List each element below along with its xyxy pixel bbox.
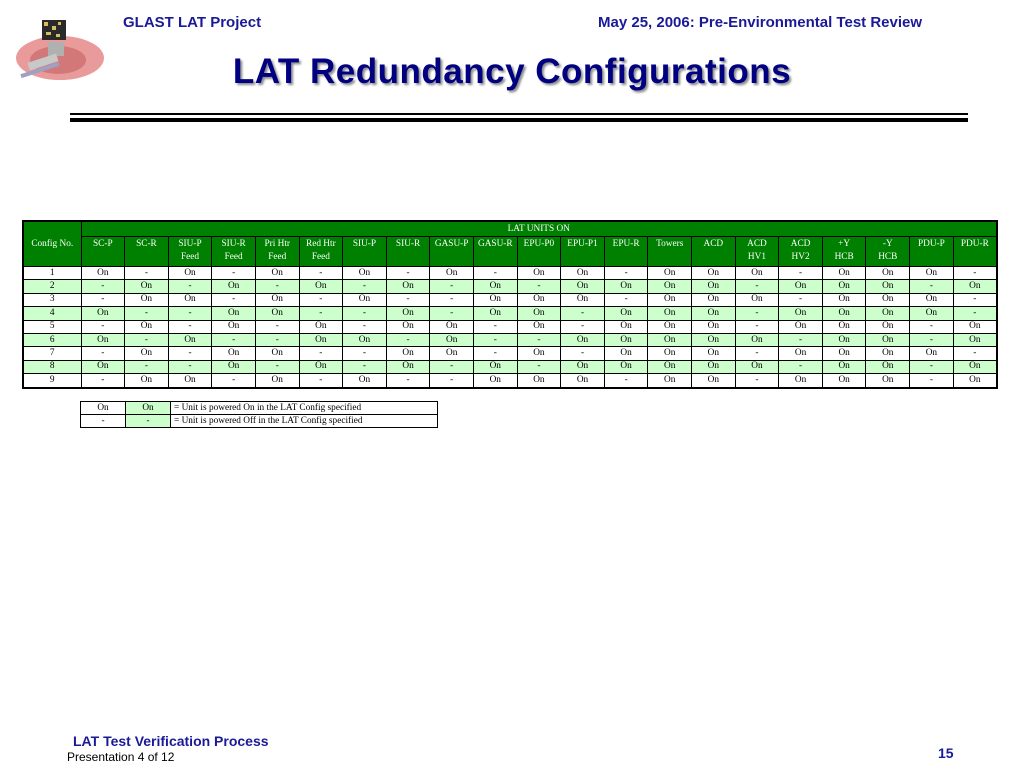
column-header-line1: ACD — [703, 239, 724, 249]
column-header — [343, 237, 387, 267]
unit-state-cell: - — [125, 267, 169, 280]
column-header-line2: Feed — [224, 252, 243, 262]
column-header-line1: SIU-R — [221, 239, 246, 249]
column-header-line1: Pri Htr — [264, 239, 291, 249]
config-number-cell: 4 — [23, 307, 81, 320]
unit-state-cell: - — [299, 307, 343, 320]
unit-state-cell: On — [648, 280, 692, 293]
unit-state-cell: On — [692, 374, 736, 388]
unit-state-cell: - — [953, 267, 997, 280]
unit-state-cell: On — [430, 333, 474, 346]
unit-state-cell: On — [648, 347, 692, 360]
unit-state-cell: - — [473, 320, 517, 333]
unit-state-cell: On — [822, 333, 866, 346]
column-header-line1: SIU-P — [352, 239, 377, 249]
legend-cell: On — [126, 402, 171, 415]
config-number-cell: 1 — [23, 267, 81, 280]
column-header-line1: EPU-P1 — [567, 239, 598, 249]
unit-state-cell: - — [910, 360, 954, 373]
unit-state-cell: On — [168, 267, 212, 280]
column-header — [386, 237, 430, 267]
column-header — [561, 237, 605, 267]
unit-state-cell: On — [299, 320, 343, 333]
unit-state-cell: - — [255, 280, 299, 293]
column-header-line2: HV1 — [747, 252, 766, 262]
column-header-line2: HCB — [878, 252, 898, 262]
legend-cell: - — [81, 415, 126, 428]
unit-state-cell: - — [343, 307, 387, 320]
unit-state-cell: On — [517, 307, 561, 320]
unit-state-cell: - — [430, 360, 474, 373]
unit-state-cell: On — [648, 360, 692, 373]
unit-state-cell: On — [779, 307, 823, 320]
legend-cell: - — [126, 415, 171, 428]
unit-state-cell: On — [299, 360, 343, 373]
table-row — [23, 320, 997, 333]
table-row — [23, 307, 997, 320]
unit-state-cell: On — [125, 320, 169, 333]
table-row — [23, 347, 997, 360]
unit-state-cell: On — [430, 267, 474, 280]
column-header-line1: PDU-P — [917, 239, 945, 249]
unit-state-cell: On — [299, 333, 343, 346]
unit-state-cell: On — [473, 360, 517, 373]
unit-state-cell: - — [168, 347, 212, 360]
unit-state-cell: On — [692, 360, 736, 373]
legend-row — [81, 402, 438, 415]
unit-state-cell: On — [735, 333, 779, 346]
unit-state-cell: - — [517, 360, 561, 373]
unit-state-cell: On — [822, 360, 866, 373]
column-header — [168, 237, 212, 267]
config-number-cell: 3 — [23, 293, 81, 306]
column-header — [910, 237, 954, 267]
footer-title: LAT Test Verification Process — [73, 733, 269, 749]
page-title: LAT Redundancy Configurations — [232, 52, 792, 91]
unit-state-cell: On — [822, 293, 866, 306]
unit-state-cell: - — [953, 307, 997, 320]
column-header-line2: Feed — [180, 252, 200, 262]
unit-state-cell: On — [81, 267, 125, 280]
unit-state-cell: - — [299, 293, 343, 306]
config-number-cell: 8 — [23, 360, 81, 373]
unit-state-cell: On — [953, 280, 997, 293]
column-header-line1: GASU-R — [477, 239, 513, 249]
unit-state-cell: On — [822, 320, 866, 333]
unit-state-cell: - — [735, 280, 779, 293]
unit-state-cell: - — [81, 293, 125, 306]
unit-state-cell: On — [561, 360, 605, 373]
column-header — [212, 237, 256, 267]
unit-state-cell: On — [604, 307, 648, 320]
unit-state-cell: On — [648, 374, 692, 388]
column-header — [692, 237, 736, 267]
unit-state-cell: On — [517, 347, 561, 360]
unit-state-cell: On — [255, 267, 299, 280]
unit-state-cell: - — [81, 280, 125, 293]
unit-state-cell: - — [386, 333, 430, 346]
table-row — [23, 293, 997, 306]
unit-state-cell: - — [735, 320, 779, 333]
unit-state-cell: On — [953, 374, 997, 388]
unit-state-cell: On — [386, 360, 430, 373]
unit-state-cell: - — [343, 320, 387, 333]
column-header — [299, 237, 343, 267]
column-header-line1: PDU-R — [960, 239, 989, 249]
unit-state-cell: On — [561, 267, 605, 280]
column-header-line1: SC-R — [136, 239, 157, 249]
unit-state-cell: On — [125, 280, 169, 293]
config-number-cell: 2 — [23, 280, 81, 293]
unit-state-cell: - — [561, 307, 605, 320]
title-rule-thick — [70, 118, 968, 122]
column-header-line1: EPU-P0 — [523, 239, 555, 249]
unit-state-cell: On — [168, 333, 212, 346]
unit-state-cell: - — [910, 280, 954, 293]
unit-state-cell: - — [168, 360, 212, 373]
unit-state-cell: On — [430, 347, 474, 360]
unit-state-cell: On — [81, 307, 125, 320]
unit-state-cell: On — [212, 360, 256, 373]
column-header-line1: -Y — [882, 239, 893, 249]
unit-state-cell: On — [81, 360, 125, 373]
unit-state-cell: - — [343, 280, 387, 293]
unit-state-cell: On — [168, 374, 212, 388]
unit-state-cell: On — [910, 307, 954, 320]
unit-state-cell: - — [125, 307, 169, 320]
unit-state-cell: On — [692, 347, 736, 360]
unit-state-cell: On — [212, 307, 256, 320]
unit-state-cell: - — [81, 320, 125, 333]
config-number-cell: 7 — [23, 347, 81, 360]
column-header-line2: HCB — [834, 252, 854, 262]
unit-state-cell: On — [866, 293, 910, 306]
unit-state-cell: - — [953, 347, 997, 360]
unit-state-cell: On — [648, 267, 692, 280]
unit-state-cell: On — [779, 320, 823, 333]
unit-state-cell: - — [212, 293, 256, 306]
unit-state-cell: On — [517, 320, 561, 333]
redundancy-config-table — [22, 220, 998, 389]
column-header-line2: Feed — [268, 252, 287, 262]
unit-state-cell: - — [386, 374, 430, 388]
unit-state-cell: - — [299, 267, 343, 280]
unit-state-cell: - — [81, 347, 125, 360]
unit-state-cell: - — [517, 333, 561, 346]
unit-state-cell: On — [343, 293, 387, 306]
column-header — [81, 237, 125, 267]
unit-state-cell: - — [168, 307, 212, 320]
page-number: 15 — [938, 745, 954, 761]
unit-state-cell: On — [386, 307, 430, 320]
legend-row — [81, 415, 438, 428]
unit-state-cell: On — [692, 280, 736, 293]
unit-state-cell: On — [255, 307, 299, 320]
unit-state-cell: On — [648, 293, 692, 306]
unit-state-cell: On — [866, 307, 910, 320]
unit-state-cell: - — [430, 307, 474, 320]
unit-state-cell: On — [386, 280, 430, 293]
config-number-cell: 6 — [23, 333, 81, 346]
legend-table — [80, 401, 438, 428]
unit-state-cell: On — [561, 280, 605, 293]
unit-state-cell: On — [517, 374, 561, 388]
unit-state-cell: On — [779, 280, 823, 293]
unit-state-cell: On — [692, 333, 736, 346]
unit-state-cell: On — [125, 347, 169, 360]
unit-state-cell: - — [168, 280, 212, 293]
unit-state-cell: - — [604, 267, 648, 280]
unit-state-cell: - — [125, 333, 169, 346]
unit-state-cell: - — [212, 374, 256, 388]
column-header — [255, 237, 299, 267]
column-header — [648, 237, 692, 267]
unit-state-cell: On — [430, 320, 474, 333]
unit-state-cell: On — [822, 347, 866, 360]
unit-state-cell: - — [561, 347, 605, 360]
unit-state-cell: - — [473, 347, 517, 360]
unit-state-cell: On — [386, 320, 430, 333]
unit-state-cell: On — [212, 280, 256, 293]
unit-state-cell: On — [822, 280, 866, 293]
unit-state-cell: On — [735, 293, 779, 306]
unit-state-cell: On — [212, 347, 256, 360]
unit-state-cell: On — [125, 293, 169, 306]
unit-state-cell: On — [735, 267, 779, 280]
column-header-line1: GASU-P — [434, 239, 469, 249]
unit-state-cell: On — [822, 267, 866, 280]
unit-state-cell: - — [255, 333, 299, 346]
column-header-line1: ACD — [790, 239, 811, 249]
column-header — [953, 237, 997, 267]
column-header — [473, 237, 517, 267]
column-header — [430, 237, 474, 267]
unit-state-cell: On — [81, 333, 125, 346]
config-number-cell: 9 — [23, 374, 81, 388]
unit-state-cell: - — [386, 293, 430, 306]
unit-state-cell: On — [910, 293, 954, 306]
column-header — [822, 237, 866, 267]
column-header-line2: Feed — [311, 252, 330, 262]
config-number-cell: 5 — [23, 320, 81, 333]
unit-state-cell: - — [473, 333, 517, 346]
column-header — [604, 237, 648, 267]
unit-state-cell: On — [604, 280, 648, 293]
unit-state-cell: - — [910, 374, 954, 388]
unit-state-cell: On — [561, 374, 605, 388]
unit-state-cell: - — [430, 374, 474, 388]
unit-state-cell: On — [604, 360, 648, 373]
unit-state-cell: On — [953, 320, 997, 333]
footer-subtitle: Presentation 4 of 12 — [67, 750, 175, 764]
unit-state-cell: On — [255, 374, 299, 388]
unit-state-cell: - — [735, 347, 779, 360]
unit-state-cell: On — [822, 374, 866, 388]
unit-state-cell: - — [779, 293, 823, 306]
unit-state-cell: On — [866, 320, 910, 333]
column-header-line1: Red Htr — [306, 239, 336, 249]
config-no-header: Config No. — [23, 221, 81, 267]
unit-state-cell: On — [692, 320, 736, 333]
unit-state-cell: On — [648, 333, 692, 346]
unit-state-cell: On — [866, 280, 910, 293]
column-header — [779, 237, 823, 267]
unit-state-cell: On — [604, 333, 648, 346]
unit-state-cell: On — [648, 320, 692, 333]
unit-state-cell: - — [212, 333, 256, 346]
unit-state-cell: On — [604, 347, 648, 360]
unit-state-cell: - — [910, 333, 954, 346]
unit-state-cell: On — [866, 360, 910, 373]
column-header-line1: SIU-P — [178, 239, 202, 249]
unit-state-cell: - — [168, 320, 212, 333]
table-row — [23, 374, 997, 388]
column-header-line1: +Y — [838, 239, 851, 249]
unit-state-cell: On — [692, 267, 736, 280]
legend-cell: On — [81, 402, 126, 415]
unit-state-cell: On — [692, 307, 736, 320]
unit-state-cell: - — [430, 280, 474, 293]
unit-state-cell: On — [212, 320, 256, 333]
unit-state-cell: On — [953, 360, 997, 373]
unit-state-cell: On — [866, 347, 910, 360]
unit-state-cell: On — [343, 374, 387, 388]
unit-state-cell: - — [81, 374, 125, 388]
unit-state-cell: On — [255, 347, 299, 360]
unit-state-cell: On — [517, 293, 561, 306]
unit-state-cell: - — [517, 280, 561, 293]
unit-state-cell: - — [212, 267, 256, 280]
unit-state-cell: On — [255, 293, 299, 306]
unit-state-cell: On — [779, 347, 823, 360]
unit-state-cell: On — [692, 293, 736, 306]
unit-state-cell: - — [604, 374, 648, 388]
table-row — [23, 360, 997, 373]
unit-state-cell: - — [299, 347, 343, 360]
unit-state-cell: On — [910, 267, 954, 280]
unit-state-cell: On — [473, 293, 517, 306]
unit-state-cell: On — [779, 374, 823, 388]
column-header — [735, 237, 779, 267]
table-row — [23, 333, 997, 346]
table-row — [23, 267, 997, 280]
unit-state-cell: On — [561, 333, 605, 346]
unit-state-cell: - — [735, 307, 779, 320]
unit-state-cell: On — [735, 360, 779, 373]
column-header-line1: ACD — [747, 239, 767, 249]
column-header — [125, 237, 169, 267]
unit-state-cell: - — [735, 374, 779, 388]
column-header-line2: HV2 — [791, 252, 810, 262]
unit-state-cell: On — [561, 293, 605, 306]
unit-state-cell: - — [953, 293, 997, 306]
unit-state-cell: - — [910, 320, 954, 333]
unit-state-cell: - — [125, 360, 169, 373]
unit-state-cell: On — [343, 267, 387, 280]
unit-state-cell: On — [517, 267, 561, 280]
title-rule-thin — [70, 113, 968, 115]
review-date: May 25, 2006: Pre-Environmental Test Review — [598, 14, 923, 31]
unit-state-cell: On — [910, 347, 954, 360]
unit-state-cell: On — [822, 307, 866, 320]
unit-state-cell: On — [386, 347, 430, 360]
column-header-line1: EPU-R — [612, 239, 640, 249]
unit-state-cell: - — [255, 320, 299, 333]
unit-state-cell: On — [473, 307, 517, 320]
column-header — [517, 237, 561, 267]
unit-state-cell: On — [343, 333, 387, 346]
unit-state-cell: - — [779, 267, 823, 280]
unit-state-cell: - — [343, 347, 387, 360]
unit-state-cell: On — [299, 280, 343, 293]
unit-state-cell: - — [299, 374, 343, 388]
unit-state-cell: - — [779, 333, 823, 346]
unit-state-cell: - — [473, 267, 517, 280]
unit-state-cell: On — [168, 293, 212, 306]
unit-state-cell: - — [255, 360, 299, 373]
unit-state-cell: On — [473, 374, 517, 388]
unit-state-cell: On — [866, 267, 910, 280]
column-header-line1: Towers — [656, 239, 684, 249]
table-row — [23, 280, 997, 293]
legend-cell: = Unit is powered Off in the LAT Config specified — [171, 415, 438, 428]
unit-state-cell: On — [125, 374, 169, 388]
unit-state-cell: - — [604, 293, 648, 306]
column-header-line1: SIU-R — [395, 239, 421, 249]
unit-state-cell: On — [866, 333, 910, 346]
column-header-line1: SC-P — [92, 239, 113, 249]
project-name: GLAST LAT Project — [123, 14, 262, 31]
unit-state-cell: On — [473, 280, 517, 293]
column-header — [866, 237, 910, 267]
unit-state-cell: On — [648, 307, 692, 320]
unit-state-cell: - — [779, 360, 823, 373]
unit-state-cell: On — [866, 374, 910, 388]
legend-cell: = Unit is powered On in the LAT Config specified — [171, 402, 438, 415]
unit-state-cell: On — [953, 333, 997, 346]
unit-state-cell: On — [604, 320, 648, 333]
lat-units-on-header: LAT UNITS ON — [81, 221, 997, 237]
unit-state-cell: - — [430, 293, 474, 306]
unit-state-cell: - — [386, 267, 430, 280]
unit-state-cell: - — [561, 320, 605, 333]
unit-state-cell: - — [343, 360, 387, 373]
